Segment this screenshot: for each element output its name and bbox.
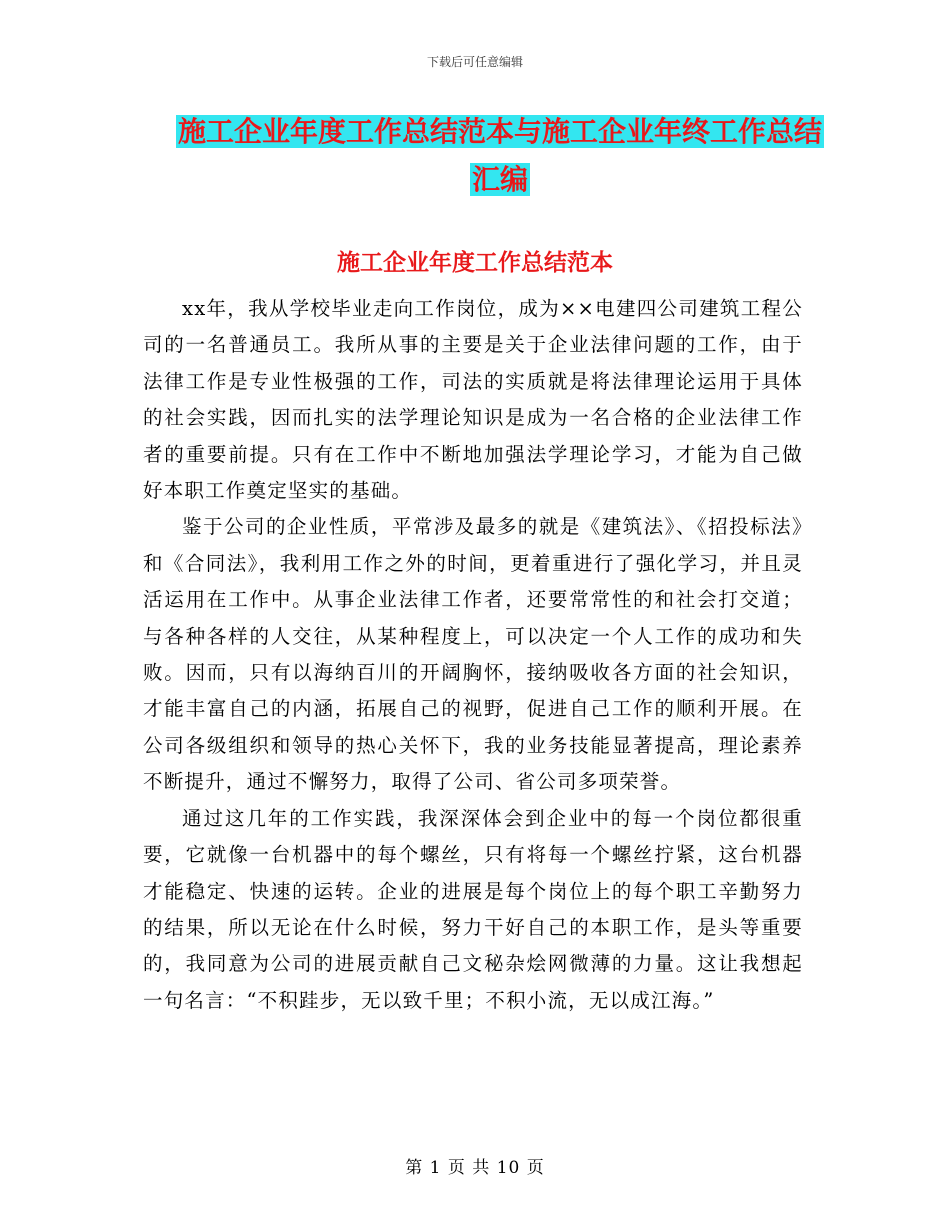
body-text: [143, 291, 803, 1019]
paragraph: 鉴于公司的企业性质，平常涉及最多的就是《建筑法》、《招投标法》和《合同法》，我利用工作之外的时间，更着重进行了强化学习，并且灵活运用在工作中。从事企业法律工作者，还要常常性的和社会打交道；与各种各样的人交往，从某种程度上，可以决定一个人工作的成功和失败。因而，只有以海纳百川的开阔胸怀，接纳吸收各方面的社会知识，才能丰富自己的内涵，拓展自己的视野，促进自己工作的顺利开展。在公司各级组织和领导的热心关怀下，我的业务技能显著提高，理论素养不断提升，通过不懈努力，取得了公司、省公司多项荣誉。: [143, 515, 803, 794]
page-title-line2: 汇编: [471, 163, 528, 196]
page-footer: 第 1 页 共 10 页: [405, 1158, 545, 1178]
paragraph: 通过这几年的工作实践，我深深体会到企业中的每一个岗位都很重要，它就像一台机器中的每个螺丝，只有将每一个螺丝拧紧，这台机器才能稳定、快速的运转。企业的进展是每个岗位上的每个职工辛勤努力的结果，所以无论在什么时候，努力干好自己的本职工作，是头等重要的，我同意为公司的进展贡献自己文秘杂烩网微薄的力量。这让我想起一句名言：“不积跬步，无以致千里；不积小流，无以成江海。”: [143, 806, 803, 1012]
header-note: 下载后可任意编辑: [426, 55, 523, 69]
paragraph: xx年，我从学校毕业走向工作岗位，成为××电建四公司建筑工程公司的一名普通员工。我所从事的主要是关于企业法律问题的工作，由于法律工作是专业性极强的工作，司法的实质就是将法律理论运用于具体的社会实践，因而扎实的法学理论知识是成为一名合格的企业法律工作者的重要前提。只有在工作中不断地加强法学理论学习，才能为自己做好本职工作奠定坚实的基础。: [143, 297, 803, 503]
page-title-line1: 施工企业年度工作总结范本与施工企业年终工作总结: [177, 115, 822, 148]
page-title: [140, 108, 860, 204]
section-title: 施工企业年度工作总结范本: [337, 249, 613, 276]
